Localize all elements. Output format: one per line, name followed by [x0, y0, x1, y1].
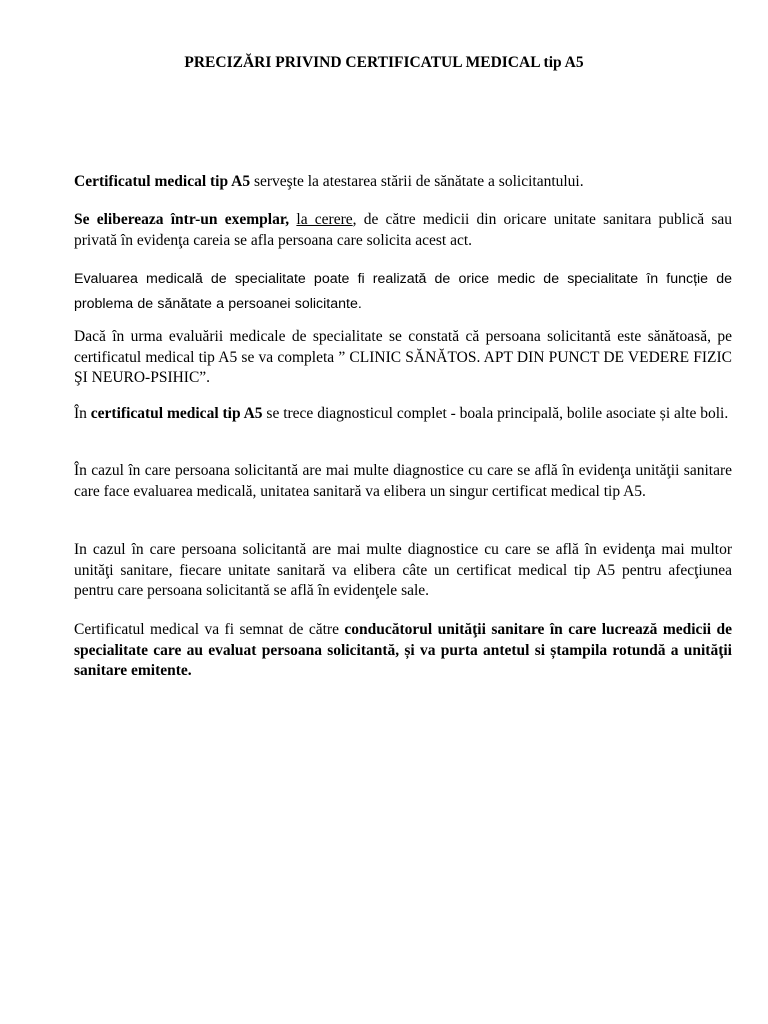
page-title: PRECIZĂRI PRIVIND CERTIFICATUL MEDICAL tip A5	[184, 54, 584, 71]
paragraph-text: , de către medicii din oricare unitate sanitara publică sau privată în evidenţa careia se afla persoana care solicita acest act.	[74, 211, 733, 249]
paragraph-multiple-units	[74, 540, 732, 602]
paragraph-evaluation	[74, 267, 732, 316]
paragraph-text: În	[74, 405, 91, 422]
bold-text: conducătorul unităţii sanitare în care lucrează medicii de specialitate care au evaluat persoana solicitantă, și va purta antetul si ștampila rotundă a unităţii sanitare emitente.	[74, 621, 732, 680]
bold-text: Se elibereaza într-un exemplar,	[74, 211, 290, 228]
paragraph-text: serveşte la atestarea stării de sănătate a solicitantului.	[250, 173, 584, 190]
bold-text: Certificatul medical tip A5	[74, 173, 251, 190]
paragraph-text: se trece diagnosticul complet - boala principală, bolile asociate și alte boli.	[262, 405, 729, 422]
underlined-text: la cerere	[296, 211, 353, 228]
paragraph-signature	[74, 620, 732, 682]
paragraph-text: Certificatul medical va fi semnat de către	[74, 621, 345, 638]
paragraph-text: În cazul în care persoana solicitantă are mai multe diagnostice cu care se află în evidenţa unităţii sanitare care face evaluarea medicală, unitatea sanitară va elibera un singur certificat medical tip A5.	[74, 462, 732, 500]
paragraph-text: Dacă în urma evaluării medicale de specialitate se constată că persoana solicitantă este sănătoasă, pe certificatul medical tip A5 se va completa ” CLINIC SĂNĂTOS. APT DIN PUNCT DE VEDERE FIZIC ŞI NEURO-PSIHIC”.	[74, 328, 732, 387]
paragraph-text: Evaluarea medicală de specialitate poate fi realizată de orice medic de specialitate în funcție de problema de sănătate a persoanei solicitante.	[74, 271, 732, 312]
bold-text: certificatul medical tip A5	[90, 405, 263, 422]
paragraph-single-unit	[74, 461, 732, 502]
paragraph-issuance	[74, 210, 732, 251]
paragraph-diagnosis	[74, 404, 732, 425]
paragraph-purpose	[74, 172, 732, 193]
paragraph-text: In cazul în care persoana solicitantă are mai multe diagnostice cu care se află în evidenţa mai multor unităţi sanitare, fiecare unitate sanitară va elibera câte un certificat medical tip A5 pentru afecţiunea pentru care persoana solicitantă se află în evidenţele sale.	[74, 541, 732, 600]
paragraph-healthy-statement	[74, 327, 732, 389]
